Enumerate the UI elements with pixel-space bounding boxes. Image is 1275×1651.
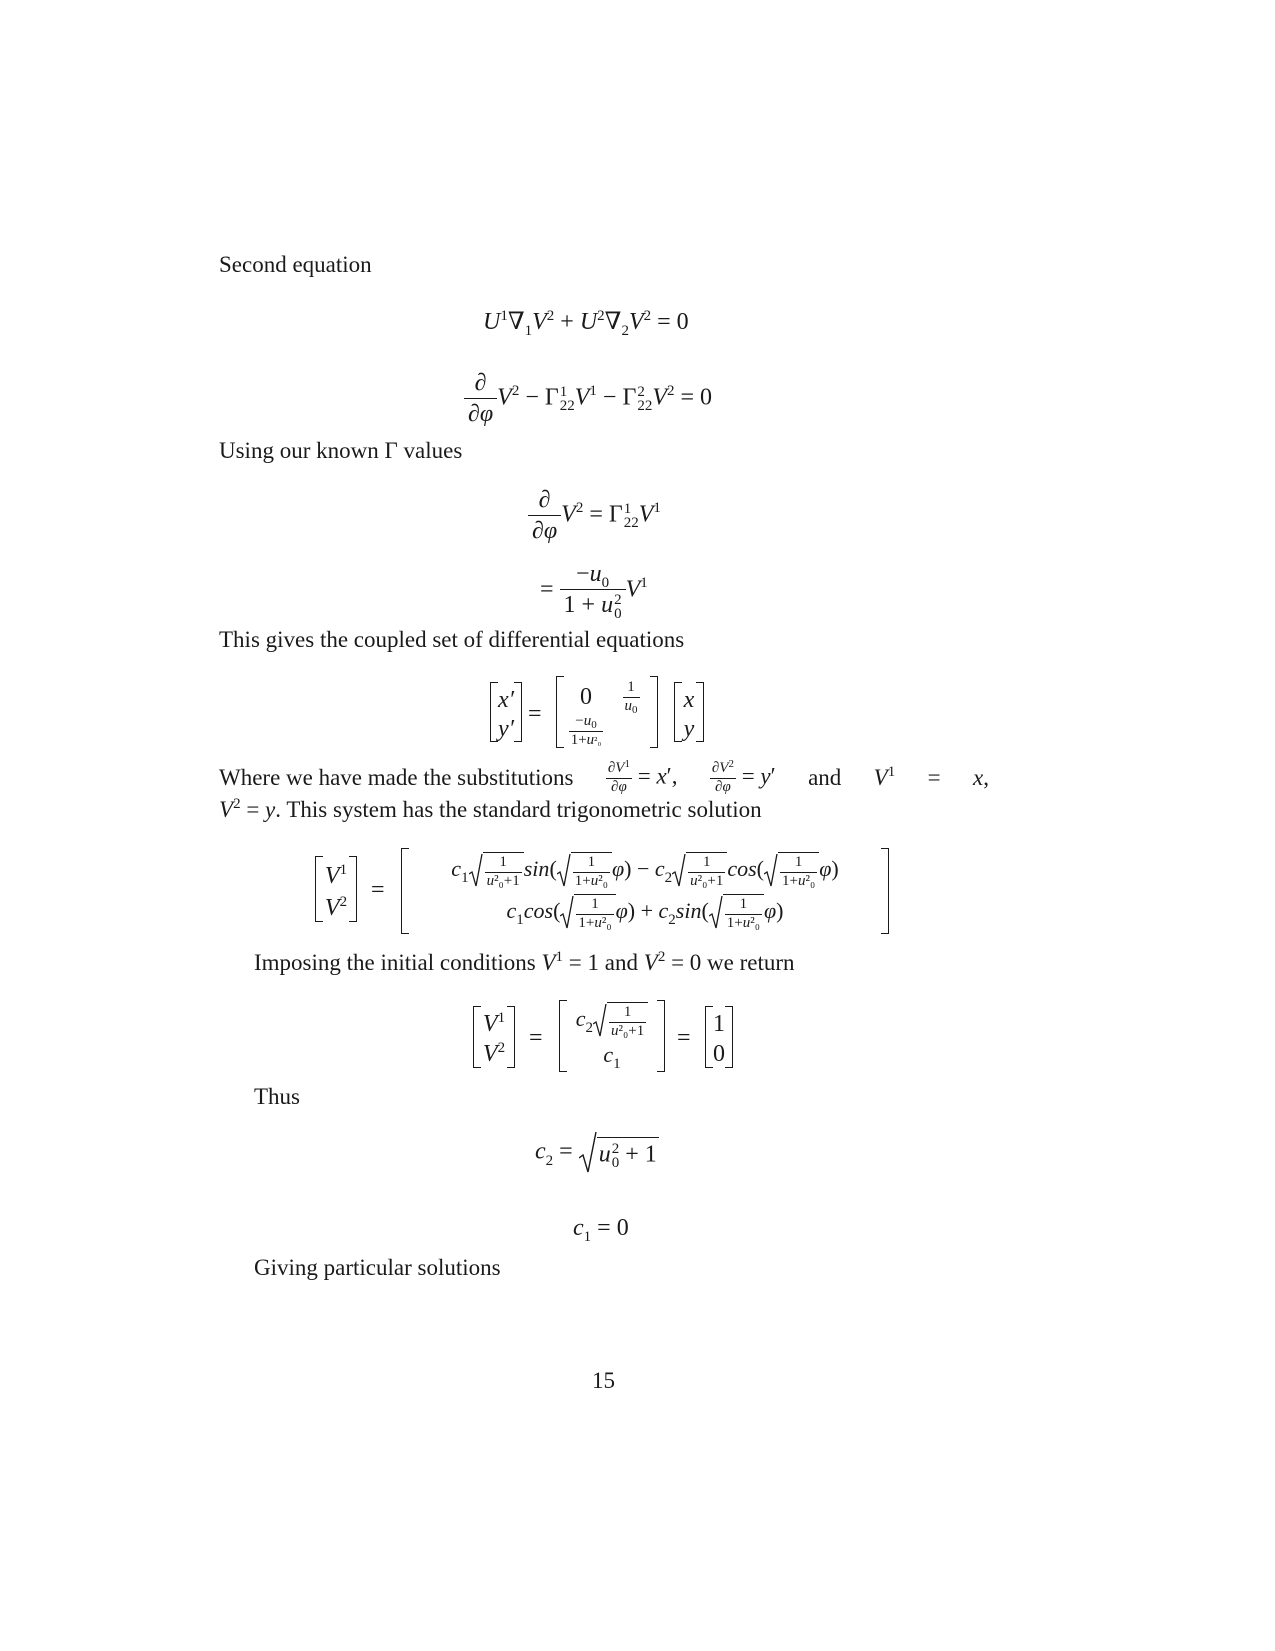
equation-initial-condition-matrix: $V^1$ $V^2$ = $c_2$ $\frac{1}{\text{u²₀+1}}$ $c_1$ = 1 0 bbox=[473, 1000, 743, 1076]
equation-covariant-derivative: $U^1\nabla_1V^2 + U^2\nabla_2V^2 = 0$ bbox=[483, 308, 689, 339]
equation-coupled-system-matrix: x′ y′ = 0 $\frac{1}{u_0}$ $\frac{-u_0}{\text{1+u²₀}}$ x y bbox=[490, 676, 720, 746]
vector-one-zero: 1 0 bbox=[705, 1006, 733, 1068]
vector-v1-v2-initial: $V^1$ $V^2$ bbox=[473, 1006, 515, 1068]
equation-c2-value: $c_2 = u$ 2 0 + 1 bbox=[535, 1132, 659, 1174]
coefficient-matrix: 0 $\frac{1}{u_0}$ $\frac{-u_0}{\text{1+u²₀}}$ bbox=[556, 676, 658, 748]
solution-matrix: $c_1$ $\frac{1}{\text{u²₀+1}}$ sin( $\frac{1}{\text{1+u²₀}}$ $\varphi) - c_2$ $\frac{1}{\text{u²₀+1}}$ cos( $\frac{1}{\text{1+u²₀}}$ φ) $c_1\cos$( $\frac{1}{\text{1+u²₀}}$ $\varphi) + c_2\sin$( $\frac{1}{\text{1+u²₀}}$ φ) bbox=[401, 848, 889, 934]
initial-solution-matrix: $c_2$ $\frac{1}{\text{u²₀+1}}$ $c_1$ bbox=[559, 1000, 665, 1072]
equation-general-solution: $V^1$ $V^2$ = $c_1$ $\frac{1}{\text{u²₀+1}}$ sin( $\frac{1}{\text{1+u²₀}}$ $\varphi) - c_2$ $\frac{1}{\text{u²₀+1}}$ cos( $\frac{1}{\text{1+u²₀}}$ φ) $c_1\cos$( $\frac{1}{\text{1+u²₀}}$ $\varphi) + c_2\sin$( $\frac{1}{\text{1+u²₀}}$ φ) bbox=[313, 846, 893, 936]
equation-component-expansion: $\frac{\partial}{\partial\varphi}$ $V^2 - \Gamma$ 1 22 $V^1 - \Gamma$ 2 22 $V^2 = 0$ bbox=[464, 370, 712, 428]
page-number: 15 bbox=[592, 1368, 615, 1393]
substitutions-lead-text: Where we have made the substitutions bbox=[219, 764, 574, 790]
equation-substituted-value: = $-u_0$ 1 + u 2 0 $V^1$ bbox=[540, 561, 648, 622]
vector-xprime-yprime: x′ y′ bbox=[490, 682, 522, 742]
vector-x-y: x y bbox=[674, 682, 704, 742]
paragraph-second-equation: Second equation bbox=[219, 252, 372, 277]
substitutions-and: and bbox=[808, 764, 842, 790]
initial-conditions-trailing: we return bbox=[707, 950, 795, 975]
paragraph-thus: Thus bbox=[254, 1084, 300, 1109]
paragraph-coupled-set: This gives the coupled set of differential equations bbox=[219, 627, 685, 652]
paragraph-substitutions: Where we have made the substitutions $\frac{\partial V^1}{\partial\varphi}$ = x′, $\frac{\partial V^2}{\partial\varphi}$ = y′ and $V^1$ = x, $V^2 = y$. This system has the standard trigonometric solution bbox=[219, 757, 989, 822]
paragraph-gamma-values: Using our known Γ values bbox=[219, 438, 463, 463]
paragraph-initial-conditions: Imposing the initial conditions $V^1 = 1$ and $V^2 = 0$ we return bbox=[254, 949, 795, 975]
initial-conditions-and: and bbox=[604, 950, 638, 975]
substitutions-trailing-text: This system has the standard trigonometric solution bbox=[286, 797, 762, 822]
vector-v1-v2: $V^1$ $V^2$ bbox=[315, 856, 357, 922]
equation-c1-value: $c_1 = 0$ bbox=[573, 1215, 629, 1245]
equation-derivative-v2: $\frac{\partial}{\partial\varphi}$ $V^2 = \Gamma$ 1 22 $V^1$ bbox=[528, 487, 661, 545]
paragraph-particular-solutions: Giving particular solutions bbox=[254, 1255, 501, 1280]
initial-conditions-lead: Imposing the initial conditions bbox=[254, 950, 536, 975]
